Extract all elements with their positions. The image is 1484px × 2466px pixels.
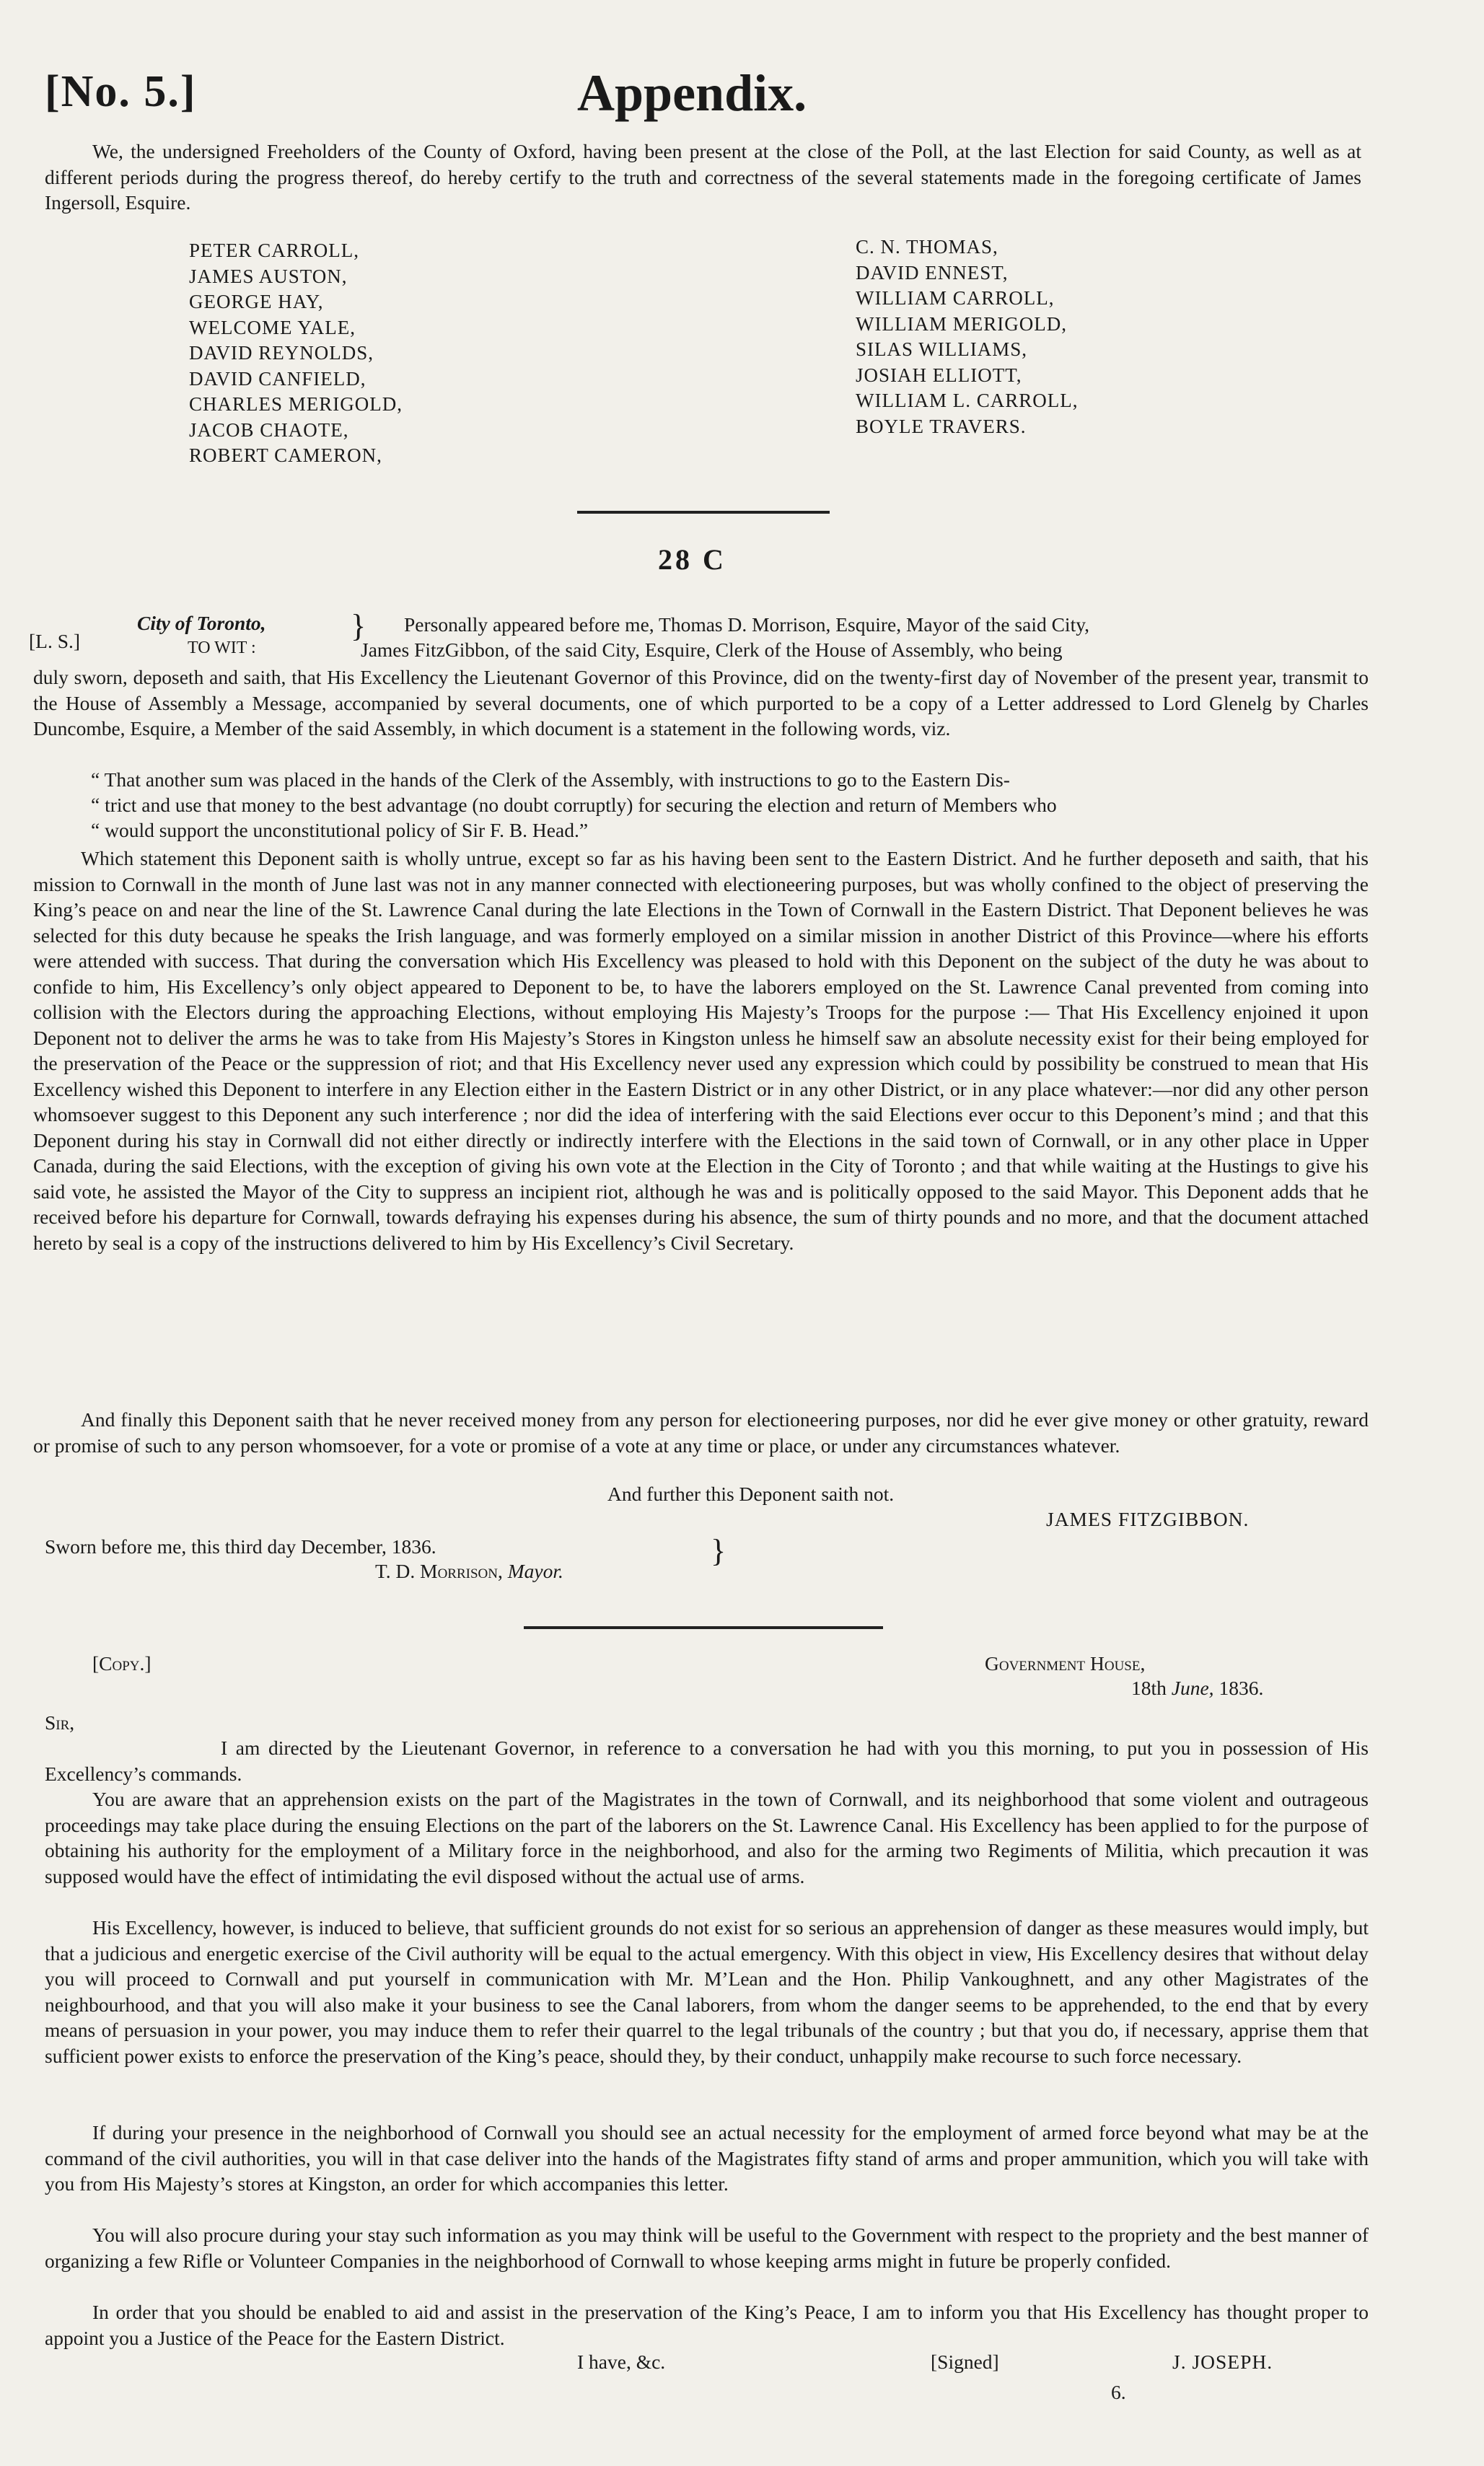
letter-paragraph: I am directed by the Lieutenant Governor, in reference to a conversation he had with you this morning, to put you in possession of His Excellency’s commands.: [45, 1737, 1369, 1785]
signatory-name: WILLIAM L. CARROLL,: [856, 390, 1079, 411]
affidavit-closing: And further this Deponent saith not.: [607, 1483, 895, 1505]
signatory-name: PETER CARROLL,: [189, 240, 360, 261]
section-divider: [524, 1626, 883, 1629]
signatories-left: [189, 238, 403, 469]
signatory-name: JACOB CHAOTE,: [189, 418, 349, 441]
letter-date-month: June,: [1171, 1677, 1214, 1699]
signatory-name: DAVID CANFIELD,: [189, 367, 366, 390]
letter-paragraph: You are aware that an apprehension exists on the part of the Magistrates in the town of Cornwall, and its neighborhood that some violent and outrageous proceedings may take place during the ensuing Elections on the part of the laborers on the St. Lawrence Canal. His Excellency has been applied to for the purpose of obtaining his authority for the employment of a Military force in the neighborhood, and also for the arming two Regiments of Militia, which precaution it was supposed would have the effect of intimidating the evil disposed without the actual use of arms.: [45, 1788, 1369, 1887]
letter-date-year: 1836.: [1219, 1677, 1264, 1699]
deponent-signature: JAMES FITZGIBBON.: [1046, 1508, 1250, 1530]
letter-signed-label: [Signed]: [931, 2351, 999, 2373]
sworn-line: Sworn before me, this third day December, 1836.: [45, 1535, 436, 1558]
letter-date: [1131, 1677, 1263, 1700]
signatory-name: WELCOME YALE,: [189, 316, 356, 338]
signatory-name: JAMES AUSTON,: [189, 265, 348, 287]
venue-bracket: }: [351, 608, 366, 644]
sworn-signer: [375, 1560, 563, 1583]
letter-salutation: Sir,: [45, 1711, 75, 1734]
section-heading: 28 C: [658, 543, 726, 576]
sworn-name: T. D. Morrison,: [375, 1560, 503, 1582]
signatory-name: DAVID ENNEST,: [856, 261, 1009, 284]
copy-label: [Copy.]: [92, 1652, 152, 1675]
appendix-number: [No. 5.]: [45, 67, 197, 116]
signatory-name: C. N. THOMAS,: [856, 236, 998, 258]
affidavit-opening-line: Personally appeared before me, Thomas D. Morrison, Esquire, Mayor of the said City,: [404, 613, 1090, 636]
quote-line: “ trict and use that money to the best advantage (no doubt corruptly) for securing the election and return of Members who: [91, 794, 1057, 816]
letter-place: Government House,: [985, 1652, 1146, 1675]
signatory-name: CHARLES MERIGOLD,: [189, 393, 403, 415]
signatory-name: ROBERT CAMERON,: [189, 444, 382, 466]
signatory-name: BOYLE TRAVERS.: [856, 415, 1027, 437]
venue-city: City of Toronto,: [137, 612, 266, 634]
letter-date-day: 18th: [1131, 1677, 1167, 1699]
letter-paragraph: His Excellency, however, is induced to believe, that sufficient grounds do not exist for so serious an apprehension of danger as these measures would imply, but that a judicious and energetic exercise of the Civil authority will be equal to the actual emergency. With this object in view, His Excellency desires that without delay you will proceed to Cornwall and put yourself in communication with Mr. M’Lean and the Hon. Philip Vankoughnett, and any other Magistrates of the neighbourhood, and that you will also make it your business to see the Canal laborers, from whom the danger seems to be apprehended, to the end that by every means of persuasion in your power, you may induce them to refer their quarrel to the legal tribunals of the country ; but that you do, if necessary, apprise them that sufficient power exists to enforce the preservation of the King’s peace, should they, by their conduct, unhappily make recourse to such force necessary.: [45, 1916, 1369, 2067]
signatory-name: JOSIAH ELLIOTT,: [856, 364, 1022, 386]
page-number: 6.: [1111, 2381, 1126, 2403]
letter-closing: I have, &c.: [577, 2351, 666, 2373]
certification-paragraph: We, the undersigned Freeholders of the County of Oxford, having been present at the close of the Poll, at the last Election for said County, as well as at different periods during the progress thereof, do hereby certify to the truth and correctness of the several statements made in the foregoing certificate of James Ingersoll, Esquire.: [45, 140, 1361, 214]
affidavit-opening-line-2: James FitzGibbon, of the said City, Esquire, Clerk of the House of Assembly, who being: [361, 639, 1063, 661]
letter-paragraph: If during your presence in the neighborhood of Cornwall you should see an actual necessity for the employment of armed force beyond what may be at the command of the civil authorities, you will in that case deliver into the hands of the Magistrates fifty stand of arms and proper ammunition, which you will take with you from His Majesty’s stores at Kingston, an order for which accompanies this letter.: [45, 2121, 1369, 2195]
signatory-name: WILLIAM MERIGOLD,: [856, 312, 1067, 335]
letter-paragraph: In order that you should be enabled to aid and assist in the preservation of the King’s Peace, I am to inform you that His Excellency has thought proper to appoint you a Justice of the Peace for the Eastern District.: [45, 2301, 1369, 2349]
letter-signer: J. JOSEPH.: [1172, 2351, 1273, 2373]
affidavit-opening-paragraph: duly sworn, deposeth and saith, that His Excellency the Lieutenant Governor of this Province, did on the twenty-first day of November of the present year, transmit to the House of Assembly a Message, accompanied by several documents, one of which purported to be a copy of a Letter addressed to Lord Glenelg by Charles Duncombe, Esquire, a Member of the said Assembly, in which document is a statement in the following words, viz.: [33, 666, 1369, 740]
signatory-name: SILAS WILLIAMS,: [856, 338, 1028, 360]
affidavit-paragraph: Which statement this Deponent saith is wholly untrue, except so far as his having been sent to the Eastern District. And he further deposeth and saith, that his mission to Cornwall in the month of June last was not in any manner connected with electioneering purposes, but was wholly confined to the object of preserving the King’s peace on and near the line of the St. Lawrence Canal during the late Elections in the Town of Cornwall in the Eastern District. That Deponent believes he was selected for this duty because he speaks the Irish language, and was formerly employed on a similar mission in another District of this Province—where his efforts were attended with success. That during the conversation which His Excellency was pleased to hold with this Deponent on the subject of the duty he was about to confide to him, His Excellency’s only object appeared to Deponent to be, to have the laborers employed on the St. Lawrence Canal prevented from coming into collision with the Electors during the approaching Elections, without employing His Majesty’s Troops for the purpose :— That His Excellency enjoined it upon Deponent not to deliver the arms he was to take from His Majesty’s Stores in Kingston unless he himself saw an absolute necessity exist for their being employed for the preservation of the Peace or the suppression of riot; and that His Excellency never used any expression which could by possibility be construed to mean that His Excellency wished this Deponent to interfere in any Election either in the Eastern District or in any other District, or in any place whatever:—nor did any other person whomsoever suggest to this Deponent any such interference ; nor did the idea of interfering with the said Elections ever occur to this Deponent’s mind ; and that this Deponent during his stay in Cornwall did not either directly or indirectly interfere with the Elections in the said town of Cornwall, or in any other place in Upper Canada, during the said Elections, with the exception of giving his own vote at the Election in the City of Toronto ; and that while waiting at the Hustings to give his said vote, he assisted the Mayor of the City to suppress an incipient riot, although he was and is politically opposed to the said Mayor. This Deponent adds that he received before his departure for Cornwall, towards defraying his expenses during his absence, the sum of thirty pounds and no more, and that the document attached hereto by seal is a copy of the instructions delivered to him by His Excellency’s Civil Secretary.: [33, 847, 1369, 1254]
signatory-name: GEORGE HAY,: [189, 291, 324, 312]
venue-to-wit: TO WIT :: [188, 639, 256, 657]
letter-paragraph: You will also procure during your stay such information as you may think will be useful to the Government with respect to the propriety and the best manner of organizing a few Rifle or Volunteer Companies in the neighborhood of Cornwall to whose keeping arms might in future be properly confided.: [45, 2224, 1369, 2272]
signatory-name: DAVID REYNOLDS,: [189, 342, 374, 364]
quote-line: “ That another sum was placed in the hands of the Clerk of the Assembly, with instructions to go to the Eastern Dis-: [91, 768, 1010, 791]
seal-mark: [L. S.]: [29, 630, 81, 652]
section-divider: [577, 511, 830, 514]
affidavit-paragraph: And finally this Deponent saith that he never received money from any person for electioneering purposes, nor did he ever give money or other gratuity, reward or promise of such to any person whomsoever, for a vote or promise of a vote at any time or place, or under any circumstances whatever.: [33, 1408, 1369, 1457]
sworn-title: Mayor.: [507, 1560, 563, 1582]
signatories-right: [856, 234, 1078, 439]
page-title: Appendix.: [577, 64, 807, 122]
signatory-name: WILLIAM CARROLL,: [856, 287, 1055, 309]
quote-line: “ would support the unconstitutional policy of Sir F. B. Head.”: [91, 819, 589, 841]
sworn-bracket: }: [711, 1533, 726, 1568]
